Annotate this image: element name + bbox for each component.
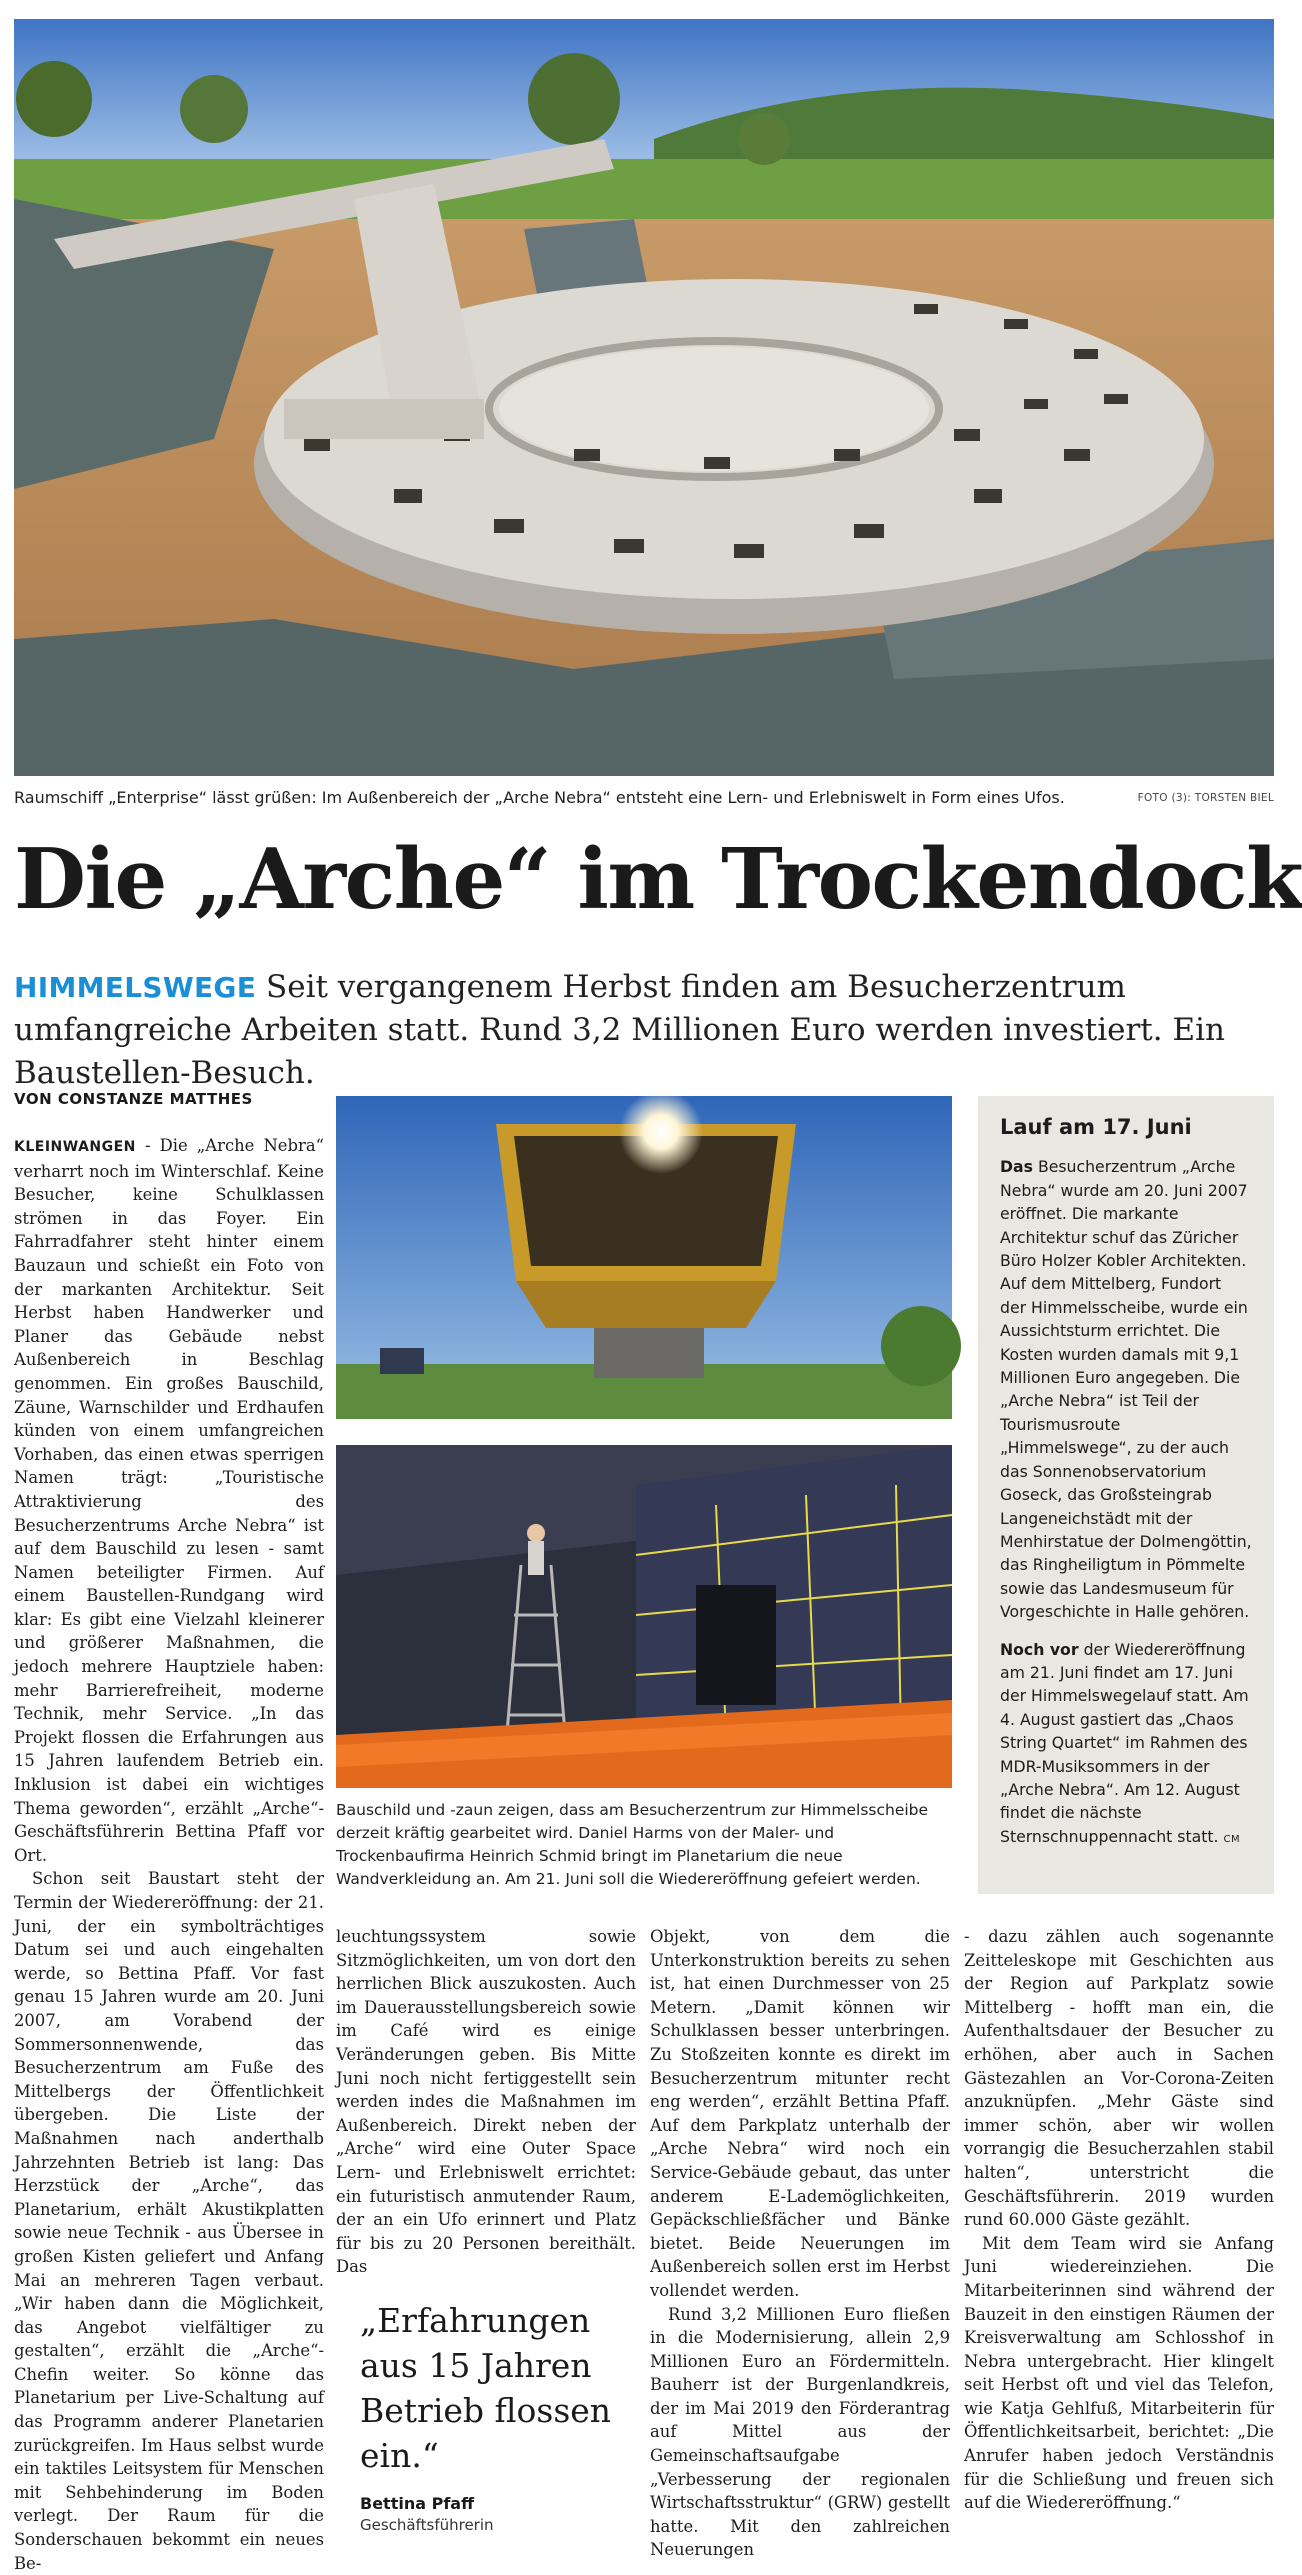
subhead: [14, 966, 1274, 1095]
article-column-2: [336, 1925, 636, 2279]
byline: VON CONSTANZE MATTHES: [14, 1090, 253, 1108]
pull-quote-name: Bettina Pfaff: [360, 2494, 475, 2513]
article-paragraph: Mit dem Team wird sie Anfang Juni wiedereinziehen. Die Mitarbeiterinnen sind während der Bauzeit in den einstigen Räumen der Kreisverwaltung am Schlosshof in Nebra untergebracht. Hier klingelt seit Herbst oft und viel das Telefon, wie Katja Gehlfuß, Mitarbeiterin für Öffentlichkeitsarbeit, berichtet: „Die Anrufer haben jedoch Verständnis für die Schließung und freuen sich auf die Wiedereröffnung.“: [964, 2233, 1274, 2513]
pull-quote-role: Geschäftsführerin: [360, 2516, 494, 2534]
hero-photo: [14, 19, 1274, 776]
article-column-3: [650, 1925, 950, 2562]
kicker: HIMMELSWEGE: [14, 971, 257, 1004]
planetarium-photo: [336, 1445, 952, 1788]
article-paragraph: - dazu zählen auch sogenannte Zeitteleskope mit Geschichten aus der Region auf Parkplatz sowie Mittelberg - hofft man ein, die Aufenthaltsdauer der Besucher zu erhöhen, aber auch in Sachen Gästezahlen an Vor-Corona-Zeiten anzuknüpfen. „Mehr Gäste sind immer schön, aber wir wollen vorrangig die Besucherzahlen stabil halten“, unterstricht die Geschäftsführerin. 2019 wurden rund 60.000 Gäste gezählt.: [964, 1927, 1274, 2230]
subhead-text: Seit vergangenem Herbst finden am Besucherzentrum umfangreiche Arbeiten statt. Rund 3,2 Millionen Euro werden investiert. Ein Baustellen-Besuch.: [14, 969, 1225, 1091]
planetarium-interior-illustration: [336, 1445, 952, 1788]
article-paragraph: leuchtungssystem sowie Sitzmöglichkeiten, um von dort den herrlichen Blick auszukosten. Auch im Dauerausstellungsbereich sowie im Café wird es einige Veränderungen geben. Bis Mitte Juni noch nicht fertiggestellt sein werden indes die Maßnahmen im Außenbereich. Direkt neben der „Arche“ wird eine Outer Space Lern- und Erlebniswelt errichtet: ein futuristisch anmutender Raum, der an ein Ufo erinnert und Platz für bis zu 20 Personen bereithält. Das: [336, 1927, 636, 2277]
info-box-paragraph: Noch vor der Wiedereröffnung am 21. Juni findet am 17. Juni der Himmelswegelauf statt. Am 4. August gastiert das „Chaos String Quartet“ im Rahmen des MDR-Musiksommers in der „Arche Nebra“. Am 12. August findet die nächste Sternschnuppennacht statt. CM: [1000, 1639, 1249, 1846]
info-box: [978, 1096, 1274, 1894]
article-paragraph: Rund 3,2 Millionen Euro fließen in die Modernisierung, allein 2,9 Millionen Euro an Fördermitteln. Bauherr ist der Burgenlandkreis, der im Mai 2019 den Förderantrag auf Mittel aus der Gemeinschaftsaufgabe „Verbesserung der regionalen Wirtschaftsstruktur“ (GRW) gestellt hatte. Mit den zahlreichen Neuerungen: [650, 2304, 950, 2560]
info-box-title: Lauf am 17. Juni: [1000, 1115, 1192, 1139]
article-paragraph: Objekt, von dem die Unterkonstruktion bereits zu sehen ist, hat einen Durchmesser von 25 Metern. „Damit können wir Schulklassen besser unterbringen. Zu Stoßzeiten konnte es direkt im Besucherzentrum mitunter recht eng werden“, erzählt Bettina Pfaff. Auf dem Parkplatz unterhalb der „Arche Nebra“ wird noch ein Service-Gebäude gebaut, das unter anderem E-Lademöglichkeiten, Gepäckschließfächer und Bänke bietet. Beide Neuerungen im Außenbereich sollen erst im Herbst vollendet werden.: [650, 1927, 950, 2300]
article-paragraph: KLEINWANGEN - Die „Arche Nebra“ verharrt noch im Winterschlaf. Keine Besucher, keine Schulklassen strömen in das Foyer. Ein Fahrradfahrer steht hinter einem Bauzaun und schießt ein Foto von der markanten Architektur. Seit Herbst haben Handwerker und Planer das Gebäude nebst Außenbereich in Beschlag genommen. Ein großes Bauschild, Zäune, Warnschilder und Erdhaufen künden von einem umfangreichen Vorhaben, das einen etwas sperrigen Namen trägt: „Touristische Attraktivierung des Besucherzentrums Arche Nebra“ ist auf dem Bauschild zu lesen - samt Namen beteiligter Firmen. Auf einem Baustellen-Rundgang wird klar: Es gibt eine Vielzahl kleinerer und größerer Maßnahmen, die jedoch mehrere Hauptziele haben: mehr Barrierefreiheit, moderne Technik, mehr Service. „In das Projekt flossen die Erfahrungen aus 15 Jahren laufendem Betrieb ein. Inklusion ist dabei ein wichtiges Thema geworden“, erzählt „Arche“-Geschäftsführerin Bettina Pfaff vor Ort.: [14, 1136, 324, 1865]
pull-quote-text: „Erfahrungen aus 15 Jahren Betrieb flossen ein.“: [360, 2301, 612, 2475]
photo-caption: Bauschild und -zaun zeigen, dass am Besucherzentrum zur Himmelsscheibe derzeit kräftig gearbeitet wird. Daniel Harms von der Maler- und Trockenbaufirma Heinrich Schmid bringt im Planetarium die neue Wandverkleidung an. Am 21. Juni soll die Wiedereröffnung gefeiert werden.: [336, 1801, 929, 1888]
article-paragraph: Schon seit Baustart steht der Termin der Wiedereröffnung: der 21. Juni, der ein symbolträchtiges Datum sei und auch eingehalten werde, so Bettina Pfaff. Vor fast genau 15 Jahren wurde am 20. Juni 2007, am Vorabend der Sommersonnenwende, das Besucherzentrum am Fuße des Mittelbergs der Öffentlichkeit übergeben. Die Liste der Maßnahmen nach anderthalb Jahrzehnten Betrieb ist lang: Das Herzstück der „Arche“, das Planetarium, erhält Akustikplatten sowie neue Technik - aus Übersee in großen Kisten geliefert und Anfang Mai an mehreren Tagen verbaut. „Wir haben dann die Möglichkeit, das Angebot vielfältiger zu gestalten“, erzählt die „Arche“-Chefin weiter. So könne das Planetarium per Live-Schaltung auf das Programm anderer Planetarien zurückgreifen. Im Haus selbst wurde ein taktiles Leitsystem für Menschen mit Sehbehinderung im Boden verlegt. Der Raum für die Sonderschauen bekommt ein neues Be-: [14, 1869, 324, 2573]
building-photo: [336, 1096, 952, 1419]
hero-caption: Raumschiff „Enterprise“ lässt grüßen: Im Außenbereich der „Arche Nebra“ entsteht eine Lern- und Erlebniswelt in Form eines Ufos.: [14, 788, 1065, 807]
dateline: KLEINWANGEN: [14, 1139, 136, 1155]
pull-quote: [360, 2298, 640, 2534]
construction-site-illustration: [14, 19, 1274, 776]
author-initials: CM: [1223, 1833, 1241, 1845]
headline: Die „Arche“ im Trockendock: [14, 830, 1302, 928]
photo-credit: FOTO (3): TORSTEN BIEL: [1137, 792, 1274, 804]
article-column-1: [14, 1134, 324, 2575]
article-column-4: [964, 1925, 1274, 2515]
info-box-paragraph: Das Besucherzentrum „Arche Nebra“ wurde am 20. Juni 2007 eröffnet. Die markante Architektur schuf das Züricher Büro Holzer Kobler Architekten. Auf dem Mittelberg, Fundort der Himmelsscheibe, wurde ein Aussichtsturm errichtet. Die Kosten wurden damals mit 9,1 Millionen Euro angegeben. Die „Arche Nebra“ ist Teil der Tourismusroute „Himmelswege“, zu der auch das Sonnenobservatorium Goseck, das Großsteingrab Langeneichstädt mit der Menhirstatue der Dolmengöttin, das Ringheiligtum in Pömmelte sowie das Landesmuseum für Vorgeschichte in Halle gehören.: [1000, 1157, 1252, 1622]
arche-nebra-building-illustration: [336, 1096, 952, 1419]
